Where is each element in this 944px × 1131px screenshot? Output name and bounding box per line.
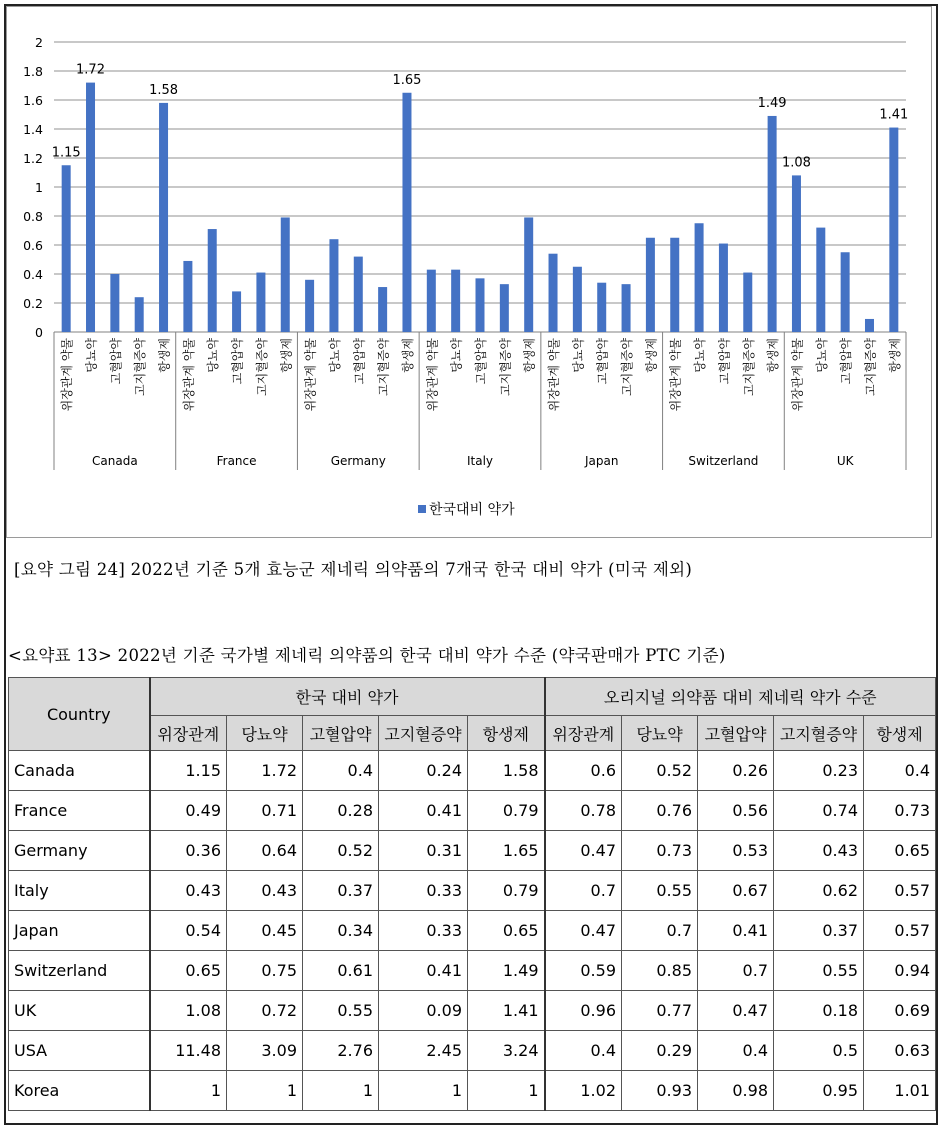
bar: [476, 278, 485, 332]
value-cell: 0.7: [545, 871, 622, 911]
x-tick-label: 위장관계 약물: [790, 338, 805, 412]
table-row: [9, 1071, 936, 1111]
data-label: 1.49: [757, 95, 787, 111]
x-tick-label: 위장관계 약물: [425, 338, 440, 412]
table-row: [9, 1031, 936, 1071]
group-label: Italy: [466, 454, 494, 468]
value-cell: 0.55: [774, 951, 864, 991]
x-tick-label: 위장관계 약물: [181, 338, 196, 412]
bar: [841, 252, 850, 332]
x-tick-label: 당뇨약: [84, 338, 99, 373]
x-tick-label: 위장관계 약물: [303, 338, 318, 412]
value-cell: 1.02: [545, 1071, 622, 1111]
value-cell: 0.61: [303, 951, 379, 991]
value-cell: 0.37: [303, 871, 379, 911]
group-label: France: [216, 454, 257, 468]
value-cell: 0.73: [622, 831, 698, 871]
value-cell: 0.36: [150, 831, 227, 871]
country-cell: France: [9, 791, 150, 831]
price-table: [8, 677, 936, 1111]
value-cell: 0.65: [150, 951, 227, 991]
value-cell: 1: [227, 1071, 303, 1111]
value-cell: 0.33: [379, 911, 468, 951]
value-cell: 0.4: [698, 1031, 774, 1071]
bar: [329, 239, 338, 332]
value-cell: 0.7: [622, 911, 698, 951]
sub-header: 고지혈증약: [379, 716, 468, 751]
x-tick-label: 당뇨약: [327, 338, 342, 373]
legend-swatch: [418, 505, 426, 513]
bar: [354, 257, 363, 332]
value-cell: 1.58: [468, 751, 545, 791]
x-tick-label: 당뇨약: [571, 338, 586, 373]
value-cell: 1.41: [468, 991, 545, 1031]
value-cell: 0.59: [545, 951, 622, 991]
value-cell: 1: [303, 1071, 379, 1111]
value-cell: 0.63: [864, 1031, 936, 1071]
value-cell: 0.79: [468, 791, 545, 831]
x-tick-label: 고지혈증약: [620, 338, 635, 396]
x-tick-label: 항생제: [400, 338, 415, 373]
value-cell: 0.24: [379, 751, 468, 791]
bar: [281, 217, 290, 332]
bar: [743, 273, 752, 332]
value-cell: 0.77: [622, 991, 698, 1031]
bar: [208, 229, 217, 332]
x-tick-label: 위장관계 약물: [547, 338, 562, 412]
bar: [159, 103, 168, 332]
value-cell: 0.47: [545, 911, 622, 951]
bar: [427, 270, 436, 332]
country-cell: Germany: [9, 831, 150, 871]
bar: [135, 297, 144, 332]
value-cell: 11.48: [150, 1031, 227, 1071]
x-tick-label: 항생제: [279, 338, 294, 373]
x-tick-label: 고지혈증약: [863, 338, 878, 396]
value-cell: 0.4: [864, 751, 936, 791]
data-label: 1.58: [149, 82, 179, 98]
value-cell: 0.67: [698, 871, 774, 911]
y-tick-label: 0.6: [23, 238, 43, 253]
bar: [378, 287, 387, 332]
sub-header: 고지혈증약: [774, 716, 864, 751]
x-tick-label: 고혈압약: [230, 338, 245, 385]
bar: [719, 244, 728, 332]
country-cell: Korea: [9, 1071, 150, 1111]
sub-header: 위장관계: [150, 716, 227, 751]
value-cell: 0.53: [698, 831, 774, 871]
value-cell: 0.4: [545, 1031, 622, 1071]
value-cell: 0.43: [150, 871, 227, 911]
bar: [573, 267, 582, 332]
bar: [110, 274, 119, 332]
bar: [256, 273, 265, 332]
value-cell: 0.62: [774, 871, 864, 911]
value-cell: 0.79: [468, 871, 545, 911]
value-cell: 0.37: [774, 911, 864, 951]
value-cell: 1.01: [864, 1071, 936, 1111]
y-tick-label: 0.4: [23, 267, 43, 282]
value-cell: 0.29: [622, 1031, 698, 1071]
value-cell: 0.41: [698, 911, 774, 951]
bar: [695, 223, 704, 332]
sub-header: 항생제: [468, 716, 545, 751]
sub-header: 당뇨약: [227, 716, 303, 751]
bar: [549, 254, 558, 332]
x-tick-label: 고혈압약: [352, 338, 367, 385]
value-cell: 2.76: [303, 1031, 379, 1071]
y-tick-label: 0: [35, 325, 43, 340]
table-row: [9, 871, 936, 911]
x-tick-label: 고혈압약: [108, 338, 123, 385]
value-cell: 0.96: [545, 991, 622, 1031]
table-row: [9, 831, 936, 871]
bar: [232, 291, 241, 332]
value-cell: 0.31: [379, 831, 468, 871]
country-cell: Switzerland: [9, 951, 150, 991]
country-cell: UK: [9, 991, 150, 1031]
y-tick-label: 0.8: [23, 209, 43, 224]
value-cell: 0.09: [379, 991, 468, 1031]
sub-header: 당뇨약: [622, 716, 698, 751]
bar: [816, 228, 825, 332]
bar: [524, 217, 533, 332]
group-label: Canada: [92, 454, 138, 468]
x-tick-label: 고혈압약: [595, 338, 610, 385]
table-row: [9, 791, 936, 831]
x-tick-label: 고혈압약: [717, 338, 732, 385]
value-cell: 0.52: [303, 831, 379, 871]
value-cell: 0.78: [545, 791, 622, 831]
value-cell: 0.93: [622, 1071, 698, 1111]
legend-label: 한국대비 약가: [429, 502, 515, 518]
value-cell: 0.6: [545, 751, 622, 791]
value-cell: 0.55: [303, 991, 379, 1031]
x-tick-label: 항생제: [644, 338, 659, 373]
bar: [646, 238, 655, 332]
chart-panel: [6, 6, 932, 538]
x-tick-label: 항생제: [522, 338, 537, 373]
value-cell: 1.15: [150, 751, 227, 791]
country-cell: Canada: [9, 751, 150, 791]
country-cell: Italy: [9, 871, 150, 911]
group-label: UK: [836, 454, 854, 468]
value-cell: 1: [150, 1071, 227, 1111]
bar: [86, 83, 95, 332]
value-cell: 1.72: [227, 751, 303, 791]
country-cell: Japan: [9, 911, 150, 951]
value-cell: 0.23: [774, 751, 864, 791]
value-cell: 0.26: [698, 751, 774, 791]
value-cell: 0.45: [227, 911, 303, 951]
y-tick-label: 1: [35, 180, 43, 195]
y-tick-label: 1.4: [23, 122, 43, 137]
value-cell: 0.98: [698, 1071, 774, 1111]
x-tick-label: 고지혈증약: [254, 338, 269, 396]
bar: [670, 238, 679, 332]
bar: [768, 116, 777, 332]
x-tick-label: 당뇨약: [449, 338, 464, 373]
bar: [865, 319, 874, 332]
x-tick-label: 고지혈증약: [376, 338, 391, 396]
x-tick-label: 항생제: [887, 338, 902, 373]
x-tick-label: 항생제: [157, 338, 172, 373]
value-cell: 0.52: [622, 751, 698, 791]
group-label: Switzerland: [688, 454, 759, 468]
data-label: 1.72: [76, 62, 105, 78]
value-cell: 0.43: [227, 871, 303, 911]
table-row: [9, 991, 936, 1031]
data-label: 1.08: [781, 155, 811, 171]
value-cell: 0.47: [698, 991, 774, 1031]
x-tick-label: 항생제: [766, 338, 781, 373]
bar: [305, 280, 314, 332]
table-row: [9, 911, 936, 951]
group-label: Germany: [330, 454, 386, 468]
value-cell: 0.54: [150, 911, 227, 951]
x-tick-label: 당뇨약: [693, 338, 708, 373]
data-label: 1.65: [392, 72, 422, 88]
value-cell: 0.33: [379, 871, 468, 911]
value-cell: 0.28: [303, 791, 379, 831]
y-tick-label: 0.2: [23, 296, 43, 311]
value-cell: 0.49: [150, 791, 227, 831]
figure-caption: [요약 그림 24] 2022년 기준 5개 효능군 제네릭 의약품의 7개국 한국 대비 약가 (미국 제외): [14, 560, 693, 579]
sub-header: 고혈압약: [303, 716, 379, 751]
value-cell: 2.45: [379, 1031, 468, 1071]
sub-header: 항생제: [864, 716, 936, 751]
bar: [402, 93, 411, 332]
y-tick-label: 1.2: [23, 151, 43, 166]
value-cell: 1: [379, 1071, 468, 1111]
value-cell: 0.34: [303, 911, 379, 951]
y-tick-label: 1.8: [23, 64, 43, 79]
value-cell: 1.65: [468, 831, 545, 871]
value-cell: 0.64: [227, 831, 303, 871]
bar: [62, 165, 71, 332]
value-cell: 0.56: [698, 791, 774, 831]
value-cell: 0.73: [864, 791, 936, 831]
sub-header: 고혈압약: [698, 716, 774, 751]
bar-chart: [7, 7, 931, 537]
x-tick-label: 고지혈증약: [498, 338, 513, 396]
bar: [622, 284, 631, 332]
value-cell: 0.76: [622, 791, 698, 831]
value-cell: 0.94: [864, 951, 936, 991]
table-row: [9, 751, 936, 791]
bar: [597, 283, 606, 332]
value-cell: 3.24: [468, 1031, 545, 1071]
group-header-korea: 한국 대비 약가: [150, 678, 545, 716]
data-label: 1.15: [51, 145, 81, 161]
value-cell: 0.7: [698, 951, 774, 991]
x-tick-label: 당뇨약: [814, 338, 829, 373]
value-cell: 0.43: [774, 831, 864, 871]
value-cell: 0.65: [864, 831, 936, 871]
bar: [500, 284, 509, 332]
group-label: Japan: [584, 454, 619, 468]
value-cell: 0.47: [545, 831, 622, 871]
value-cell: 0.57: [864, 871, 936, 911]
x-tick-label: 고혈압약: [474, 338, 488, 385]
value-cell: 0.4: [303, 751, 379, 791]
x-tick-label: 위장관계 약물: [60, 338, 75, 412]
x-tick-label: 당뇨약: [206, 338, 221, 373]
y-tick-label: 1.6: [23, 93, 43, 108]
data-label: 1.41: [879, 107, 909, 123]
value-cell: 0.74: [774, 791, 864, 831]
bar: [792, 175, 801, 332]
x-tick-label: 고지혈증약: [133, 338, 148, 396]
value-cell: 1.08: [150, 991, 227, 1031]
value-cell: 0.69: [864, 991, 936, 1031]
value-cell: 0.18: [774, 991, 864, 1031]
table-caption: <요약표 13> 2022년 기준 국가별 제네릭 의약품의 한국 대비 약가 수준 (약국판매가 PTC 기준): [8, 646, 726, 665]
value-cell: 0.72: [227, 991, 303, 1031]
bar: [183, 261, 192, 332]
x-tick-label: 고혈압약: [839, 338, 854, 385]
value-cell: 0.41: [379, 951, 468, 991]
table-row: [9, 951, 936, 991]
value-cell: 0.95: [774, 1071, 864, 1111]
country-header: Country: [9, 678, 150, 751]
value-cell: 1.49: [468, 951, 545, 991]
value-cell: 1: [468, 1071, 545, 1111]
bar: [889, 128, 898, 332]
country-cell: USA: [9, 1031, 150, 1071]
group-header-original: 오리지널 의약품 대비 제네릭 약가 수준: [545, 678, 936, 716]
y-tick-label: 2: [35, 35, 43, 50]
bar: [451, 270, 460, 332]
x-tick-label: 위장관계 약물: [668, 338, 683, 412]
sub-header: 위장관계: [545, 716, 622, 751]
value-cell: 0.41: [379, 791, 468, 831]
value-cell: 0.85: [622, 951, 698, 991]
x-tick-label: 고지혈증약: [741, 338, 756, 396]
table-body: [9, 751, 936, 1111]
value-cell: 0.57: [864, 911, 936, 951]
value-cell: 0.65: [468, 911, 545, 951]
value-cell: 3.09: [227, 1031, 303, 1071]
value-cell: 0.55: [622, 871, 698, 911]
value-cell: 0.5: [774, 1031, 864, 1071]
value-cell: 0.75: [227, 951, 303, 991]
value-cell: 0.71: [227, 791, 303, 831]
